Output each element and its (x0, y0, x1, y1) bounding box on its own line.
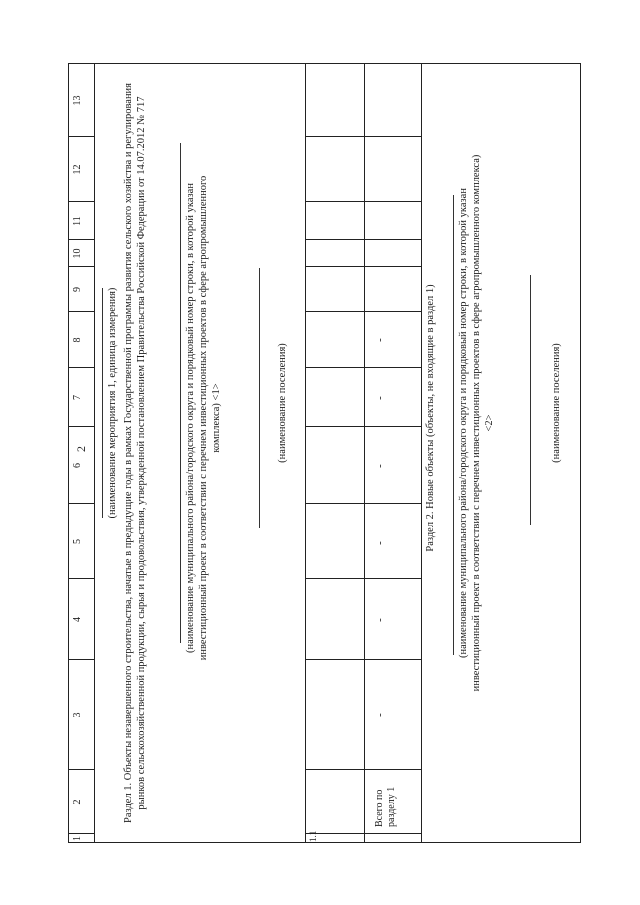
column-number: 1 (72, 836, 83, 841)
column-divider (305, 136, 421, 137)
total-section-1-label: Всего по разделу 1 (374, 786, 397, 827)
column-number: 2 (72, 799, 83, 805)
dash-cell: - (374, 396, 386, 400)
section-1-municipality-caption: (наименование муниципального района/городского округа и порядковый номер строки, в которой указан инвестиционный проект в соответствии с перечнем инвестиционных проектов в сфере агропромышленного комплекса) <1> (185, 175, 222, 661)
section-1-settlement-caption: (наименование поселения) (277, 343, 288, 463)
column-divider (305, 769, 421, 770)
section-1-divider (305, 63, 306, 843)
section-2-settlement-line (530, 275, 531, 525)
column-divider (305, 833, 421, 834)
row-1-1-divider (364, 63, 365, 843)
column-number: 6 (72, 463, 83, 468)
section-2-settlement-caption: (наименование поселения) (551, 343, 562, 463)
section-2-title: Раздел 2. Новые объекты (объекты, не входящие в раздел 1) (425, 284, 436, 552)
column-divider (305, 426, 421, 427)
section-1-municipality-line (180, 143, 181, 643)
table-bottom-border (580, 63, 581, 843)
column-divider (305, 239, 421, 240)
column-divider (305, 201, 421, 202)
column-divider (305, 503, 421, 504)
column-number: 10 (72, 248, 83, 259)
column-number: 8 (72, 337, 83, 343)
column-divider (305, 311, 421, 312)
dash-cell: - (374, 713, 386, 717)
column-number: 12 (72, 164, 83, 175)
column-number: 13 (72, 95, 83, 106)
column-number: 9 (72, 287, 83, 292)
section-1-title: Раздел 1. Объекты незавершенного строительства, начатые в предыдущие годы в рамках Государственной программы развития сельского хозяйства и регулирования рынков сельскохозяйственной продукции, сырья и продовольствия, утвержденной постановлением Правительства Российской Федерации от 14.07.2012 № 717 (123, 82, 147, 824)
column-divider (305, 578, 421, 579)
total-row-divider (421, 63, 422, 843)
section-2-municipality-caption: (наименование муниципального района/городского округа и порядковый номер строки, в которой указан инвестиционный проект в соответствии с перечнем инвестиционных проектов в сфере агропромышленного комплекса) <2> (458, 154, 495, 692)
column-divider (305, 367, 421, 368)
section-1-unit-line (102, 288, 103, 518)
dash-cell: - (374, 464, 386, 468)
section-2-municipality-line (453, 195, 454, 655)
column-number: 3 (72, 712, 83, 718)
column-numbers-divider (94, 63, 95, 843)
row-1-1-label: 1.1 (308, 830, 318, 842)
dash-cell: - (374, 541, 386, 545)
column-divider (305, 266, 421, 267)
table-right-border (68, 63, 581, 64)
table-left-border (68, 842, 581, 843)
table-top-border (68, 63, 69, 843)
page-number: 2 (74, 446, 88, 452)
column-number: 7 (72, 395, 83, 400)
column-divider (305, 659, 421, 660)
column-number: 5 (72, 539, 83, 544)
section-1-settlement-line (259, 268, 260, 528)
section-1-unit-caption: (наименование мероприятия 1, единица измерения) (107, 287, 118, 519)
column-number: 11 (72, 216, 83, 226)
rotated-table-page (68, 63, 581, 843)
column-number: 4 (72, 617, 83, 622)
dash-cell: - (374, 338, 386, 342)
dash-cell: - (374, 618, 386, 622)
